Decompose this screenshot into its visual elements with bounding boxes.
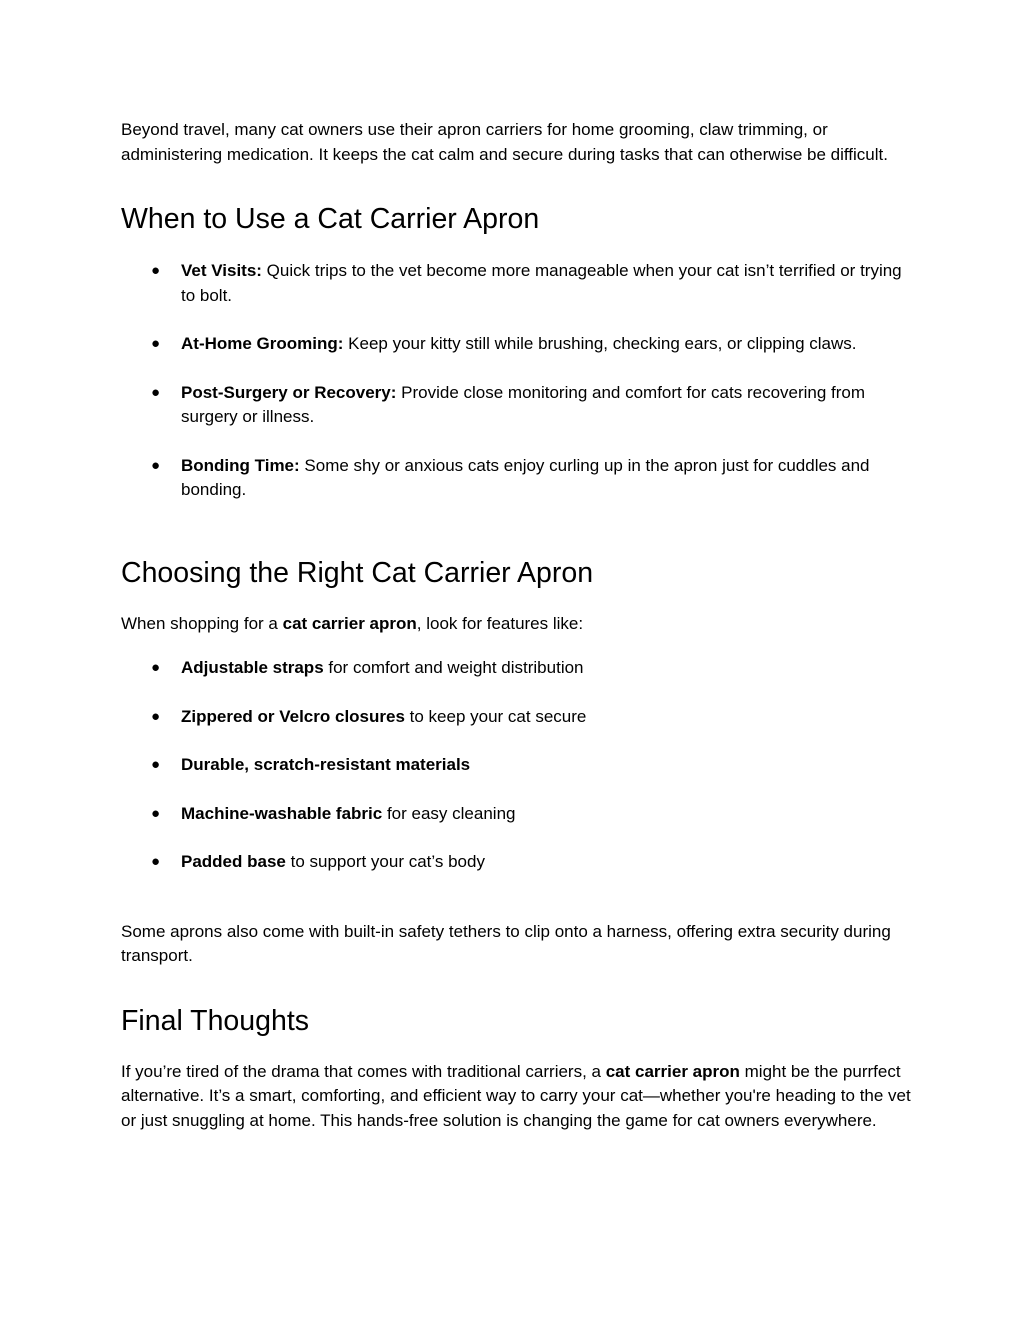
- list-item-label: Adjustable straps: [181, 658, 324, 677]
- bullet-icon: ●: [151, 853, 161, 870]
- list-item-label: Machine-washable fabric: [181, 803, 383, 823]
- document-page: [121, 118, 911, 1133]
- final-paragraph: [121, 1060, 911, 1134]
- list-item-label: Vet Visits:: [181, 261, 262, 280]
- list-item-label: Durable, scratch-resistant materials: [181, 755, 471, 774]
- list-item-vet-visits: [121, 259, 911, 308]
- when-to-use-list: [121, 259, 911, 503]
- bullet-icon: ●: [151, 756, 161, 773]
- shopping-text-before: When shopping for a: [121, 613, 283, 633]
- bullet-icon: ●: [151, 707, 161, 725]
- list-item-label: At-Home Grooming:: [181, 334, 344, 353]
- list-item-machine-washable: [121, 802, 911, 827]
- list-item-text: Quick trips to the vet become more manageable when your cat isn’t terrified or trying to bolt.: [181, 261, 902, 305]
- features-list: [121, 656, 911, 875]
- list-item-label: Bonding Time:: [181, 455, 300, 475]
- list-item-text: Keep your kitty still while brushing, checking ears, or clipping claws.: [343, 334, 857, 353]
- list-item-at-home-grooming: [121, 332, 911, 357]
- bullet-icon: ●: [151, 383, 161, 401]
- list-item-label: Zippered or Velcro closures: [181, 706, 405, 726]
- shopping-text-bold: cat carrier apron: [282, 613, 417, 633]
- list-item-padded-base: [121, 850, 911, 875]
- bullet-icon: ●: [151, 659, 161, 676]
- final-text-bold: cat carrier apron: [605, 1061, 740, 1081]
- intro-paragraph: Beyond travel, many cat owners use their apron carriers for home grooming, claw trimming, or administering medication. It keeps the cat calm and secure during tasks that can otherwise be difficult.: [121, 120, 888, 164]
- shopping-text-after: , look for features like:: [416, 613, 584, 633]
- list-item-text: Provide close monitoring and comfort for cats recovering from surgery or illness.: [181, 382, 866, 426]
- list-item-closures: [121, 705, 911, 730]
- tethers-paragraph: Some aprons also come with built-in safety tethers to clip onto a harness, offering extra security during transport.: [121, 921, 891, 965]
- list-item-text: Some shy or anxious cats enjoy curling up in the apron just for cuddles and bonding.: [181, 455, 870, 499]
- section-heading-choosing: Choosing the Right Cat Carrier Apron: [121, 556, 594, 589]
- shopping-paragraph: [121, 612, 911, 637]
- list-item-text: to support your cat’s body: [285, 852, 485, 871]
- list-item-durable-materials: [121, 753, 911, 778]
- bullet-icon: ●: [151, 262, 161, 279]
- section-heading-final-thoughts: Final Thoughts: [121, 1004, 310, 1037]
- section-heading-when-to-use: When to Use a Cat Carrier Apron: [121, 203, 540, 235]
- final-text-after: might be the purrfect alternative. It’s a smart, comforting, and efficient way to carry your cat—whether you're heading to the vet or just snuggling at home. This hands-free solution is changing the game for cat owners everywhere.: [121, 1061, 911, 1130]
- list-item-post-surgery: [121, 381, 911, 430]
- final-text-before: If you’re tired of the drama that comes with traditional carriers, a: [121, 1061, 606, 1081]
- bullet-icon: ●: [151, 456, 161, 474]
- list-item-text: for comfort and weight distribution: [323, 658, 584, 677]
- bullet-icon: ●: [151, 335, 161, 352]
- list-item-adjustable-straps: [121, 656, 911, 681]
- list-item-label: Post-Surgery or Recovery:: [181, 382, 397, 402]
- bullet-icon: ●: [151, 804, 161, 822]
- list-item-text: for easy cleaning: [382, 803, 516, 823]
- list-item-text: to keep your cat secure: [404, 706, 587, 726]
- list-item-bonding-time: [121, 454, 911, 503]
- list-item-label: Padded base: [181, 852, 286, 871]
